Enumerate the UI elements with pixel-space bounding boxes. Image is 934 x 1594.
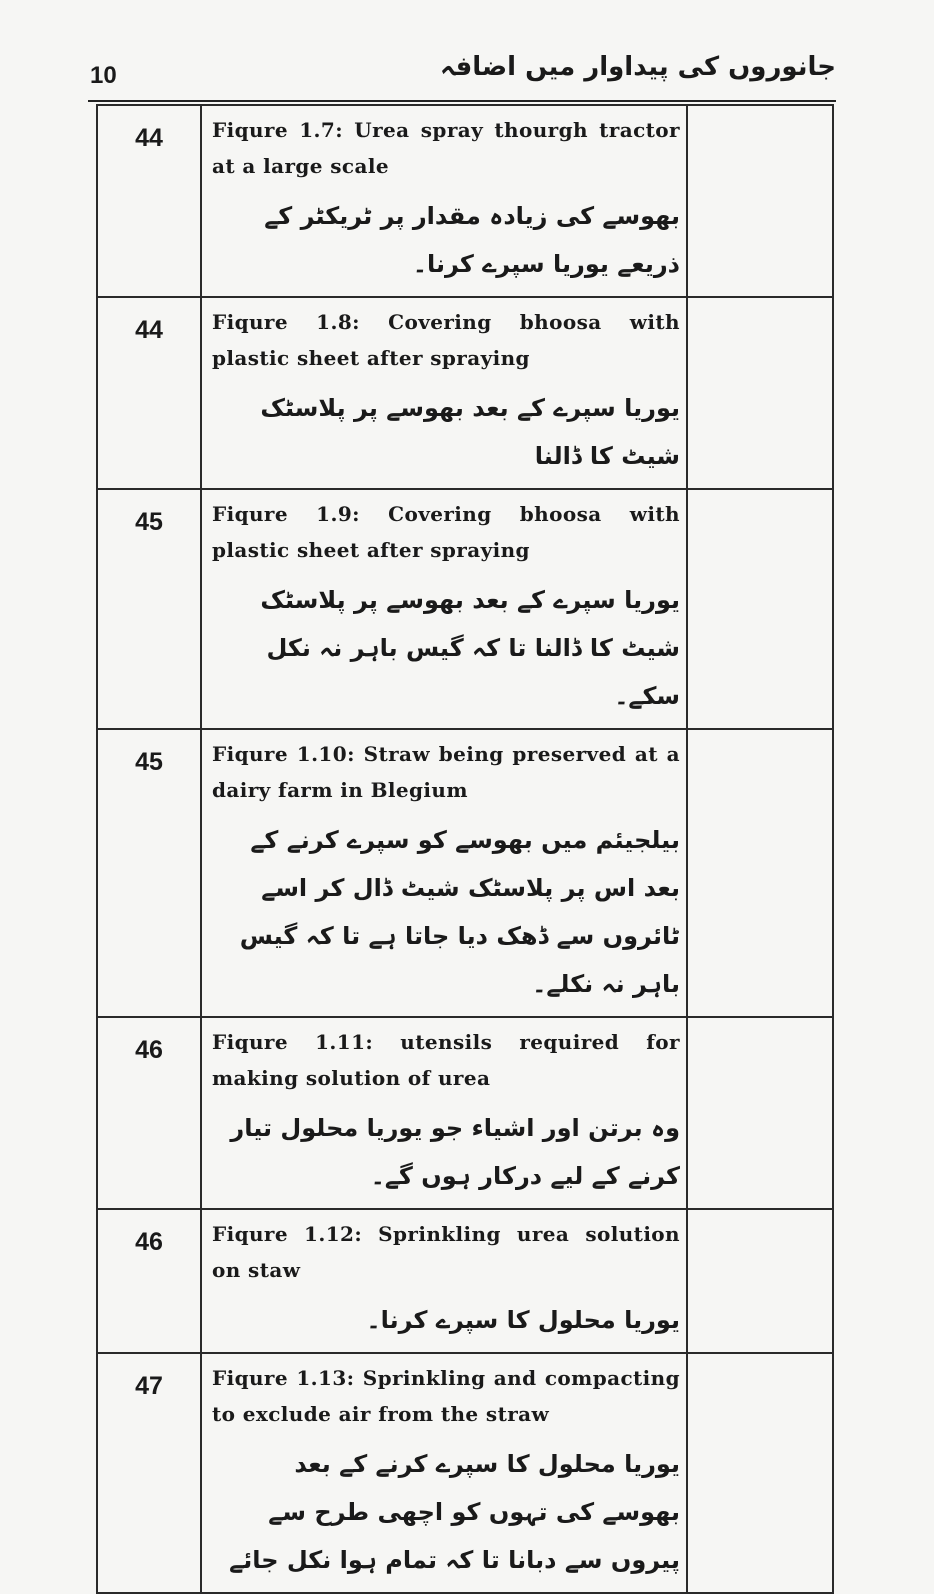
blank-cell (687, 105, 833, 297)
description-cell (201, 489, 687, 729)
page-cell: 46 (97, 1017, 201, 1209)
blank-cell (687, 297, 833, 489)
table-row (97, 1353, 833, 1593)
table-row (97, 729, 833, 1017)
urdu-caption: بھوسے کی زیادہ مقدار پر ٹریکٹر کے ذریعے یوریا سپرے کرنا۔ (264, 202, 680, 278)
blank-cell (687, 729, 833, 1017)
urdu-caption: یوریا محلول کا سپرے کرنے کے بعد بھوسے کی تہوں کو اچھی طرح سے پیروں سے دبانا تا کہ تمام ہوا نکل جائے (229, 1450, 680, 1574)
table-row (97, 105, 833, 297)
description-cell (201, 729, 687, 1017)
page-number: 10 (90, 62, 117, 89)
urdu-caption: یوریا محلول کا سپرے کرنا۔ (366, 1306, 680, 1334)
blank-cell (687, 489, 833, 729)
table-row (97, 1209, 833, 1353)
description-cell (201, 1353, 687, 1593)
table-row (97, 489, 833, 729)
english-caption: Fiqure 1.10: Straw being preserved at a dairy farm in Blegium (212, 742, 680, 802)
page-cell: 47 (97, 1353, 201, 1593)
page-cell: 44 (97, 297, 201, 489)
urdu-caption: یوریا سپرے کے بعد بھوسے پر پلاسٹک شیٹ کا ڈالنا (260, 394, 680, 470)
table-row (97, 297, 833, 489)
description-cell (201, 105, 687, 297)
english-caption: Fiqure 1.12: Sprinkling urea solution on staw (212, 1222, 680, 1282)
blank-cell (687, 1017, 833, 1209)
urdu-caption: یوریا سپرے کے بعد بھوسے پر پلاسٹک شیٹ کا ڈالنا تا کہ گیس باہر نہ نکل سکے۔ (260, 586, 680, 710)
urdu-caption: بیلجیئم میں بھوسے کو سپرے کرنے کے بعد اس پر پلاسٹک شیٹ ڈال کر اسے ٹائروں سے ڈھک دیا جاتا ہے تا کہ گیس باہر نہ نکلے۔ (239, 826, 680, 998)
page-cell: 45 (97, 729, 201, 1017)
table-row (97, 1017, 833, 1209)
description-cell (201, 297, 687, 489)
blank-cell (687, 1209, 833, 1353)
blank-cell (687, 1353, 833, 1593)
description-cell (201, 1209, 687, 1353)
running-title: جانوروں کی پیداوار میں اضافہ (439, 52, 836, 82)
page-cell: 45 (97, 489, 201, 729)
figure-list-table (96, 104, 834, 1594)
english-caption: Fiqure 1.9: Covering bhoosa with plastic sheet after spraying (212, 502, 680, 562)
header-rule (88, 100, 836, 102)
english-caption: Fiqure 1.7: Urea spray thourgh tractor at a large scale (212, 118, 680, 178)
urdu-caption: وہ برتن اور اشیاء جو یوریا محلول تیار کرنے کے لیے درکار ہوں گے۔ (230, 1114, 680, 1190)
page-cell: 44 (97, 105, 201, 297)
english-caption: Fiqure 1.11: utensils required for making solution of urea (212, 1030, 680, 1090)
english-caption: Fiqure 1.8: Covering bhoosa with plastic sheet after spraying (212, 310, 680, 370)
description-cell (201, 1017, 687, 1209)
page-cell: 46 (97, 1209, 201, 1353)
english-caption: Fiqure 1.13: Sprinkling and compacting to exclude air from the straw (212, 1366, 680, 1426)
